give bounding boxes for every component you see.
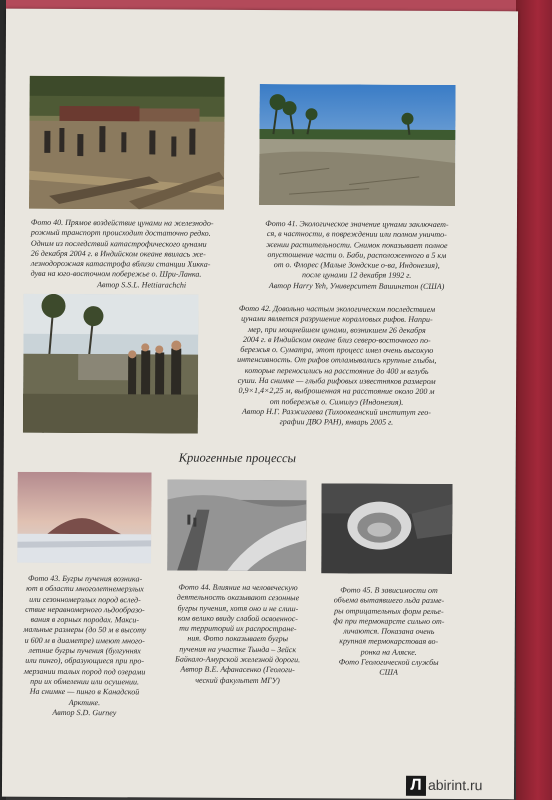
book-cover-edge	[516, 0, 552, 800]
photo-41-babi-island	[259, 84, 456, 206]
photo-44-frost-mounds-railway	[167, 480, 306, 572]
photo-44-caption: Фото 44. Влияние на человеческую деятельность оказывают сезонные бугры пучения, хотя оно и не слиш- ком велико ввиду слабой освоеннос- ти территорий их распростране- ния. Фото показывает бугры пучения на участке Тында – Зейск Байкало-Амурской железной дороги. Автор В.Е. Афанасенко (Геологи- ческий факультет МГУ)	[175, 582, 301, 685]
photo-45-caption: Фото 45. В зависимости от объема вытаявшего льда разме- ры отрицательных форм релье- фа при термокарсте сильно от- личаются. Показана очень крупная термокарстовая во- ронка на Аляске. Фото Геологической службы США	[333, 585, 445, 678]
photo-43-caption: Фото 43. Бугры пучения возника- ют в области многолетнемерзлых или сезонномерзлых пород вслед- ствие неравномерного льдообразо- вания в горных породах. Макси- мальные размеры (до 50 м в высоту и 600 м в диаметре) имеют много- летние бугры пучения (булгуннях или пинго), образующиеся при про- мерзании талых пород под озерами при их обмелении или осушении. На снимке — пинго в Канадской Арктике. Автор S.D. Gurney	[23, 573, 147, 718]
photo-40-railway-tsunami	[29, 76, 225, 210]
photo-42-coral-block	[23, 294, 199, 434]
labirint-logo-text: abirint.ru	[427, 776, 483, 794]
photo-41-caption: Фото 41. Экологическое значение цунами заключает- ся, в частности, в повреждении или полном уничто- жении растительности. Снимок показывает полное опустошение части о. Баби, расположенного в 5 км от о. Флорес (Малые Зондские о-ва, Индонезия), после цунами 12 декабря 1992 г. Автор Harry Yeh, Университет Вашингтон (США)	[265, 219, 449, 291]
book-page	[2, 9, 518, 800]
labirint-logo-icon: Л	[406, 776, 426, 796]
section-heading: Криогенные процессы	[178, 450, 297, 466]
photo-43-pingo	[17, 472, 151, 564]
photo-42-caption: Фото 42. Довольно частым экологическим последствием цунами является разрушение коралловых рифов. Напри- мер, при мощнейшем цунами, возникшем 26 декабря 2004 г. в Индийском океане близ северо-восточного по- бережья о. Суматра, этот процесс имел очень высокую интенсивность. От рифов отламывались крупные глыбы, которые переносились на расстояние до 400 м вглубь суши. На снимке — глыба рифовых известняков размером 0,9×1,4×2,25 м, выброшенная на расстояние около 200 м от побережья о. Симилуэ (Индонезия). Автор Н.Г. Разжигаева (Тихоокеанский институт гео- графии ДВО РАН), январь 2005 г.	[237, 303, 437, 427]
photo-45-thermokarst	[321, 483, 452, 574]
photo-40-caption: Фото 40. Прямое воздействие цунами на железнодо- рожный транспорт происходит достаточно редко. Одним из последствий катастрофического цунами 26 декабря 2004 г. в Индийском океане явилась же- лезнодорожная катастрофа вблизи станции Хиккa- дува на юго-восточном побережье о. Шри-Ланка. Автор S.S.L. Hettiarachchi	[30, 217, 214, 290]
